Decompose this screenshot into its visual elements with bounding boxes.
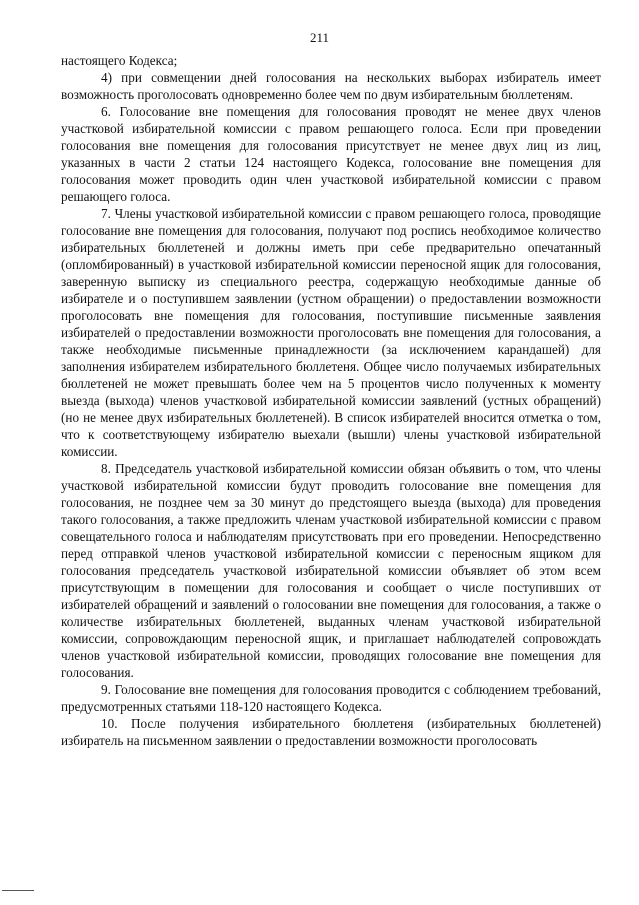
paragraph-7: 7. Члены участковой избирательной комиссии с правом решающего голоса, проводящие голосование вне помещения для голосования, получают под роспись необходимое количество избирательных бюллетеней и должны иметь при себе предварительно опечатанный (опломбированный) в участковой избирательной комиссии переносной ящик для голосования, заверенную выписку из специального реестра, содержащую необходимые данные об избирателе и о поступившем заявлении (устном обращении) о предоставлении возможности проголосовать вне помещения для голосования, поступившие письменные заявления избирателей о предоставлении возможности проголосовать вне помещения для голосования, а также необходимые письменные принадлежности (за исключением карандашей) для заполнения избирателем избирательного бюллетеня. Общее число получаемых избирательных бюллетеней не может превышать более чем на 5 процентов число полученных к моменту выезда (выхода) членов участковой избирательной комиссии заявлений (устных обращений) (но не менее двух избирательных бюллетеней). В список избирателей вносится отметка о том, что к соответствующему избирателю выехали (вышли) члены участковой избирательной комиссии. (61, 206, 601, 459)
footnote-divider (2, 890, 34, 891)
paragraph-9: 9. Голосование вне помещения для голосования проводится с соблюдением требований, предусмотренных статьями 118-120 настоящего Кодекса. (61, 682, 601, 714)
paragraph-8: 8. Председатель участковой избирательной комиссии обязан объявить о том, что члены участковой избирательной комиссии будут проводить голосование вне помещения для голосования, не позднее чем за 30 минут до предстоящего выезда (выхода) для проведения такого голосования, а также предложить членам участковой избирательной комиссии с правом совещательного голоса и наблюдателям присутствовать при его проведении. Непосредственно перед отправкой членов участковой избирательной комиссии с переносным ящиком для голосования председатель участковой избирательной комиссии объявляет об этом всем присутствующим в помещении для голосования и сообщает о числе поступивших от избирателей обращений и заявлений о голосовании вне помещения для голосования, а также о количестве избирательных бюллетеней, выданных членам участковой избирательной комиссии, сопровождающим переносной ящик, и приглашает наблюдателей сопровождать членов участковой избирательной комиссии, проводящих голосование вне помещения для голосования. (61, 461, 601, 680)
paragraph-6: 6. Голосование вне помещения для голосования проводят не менее двух членов участковой избирательной комиссии с правом решающего голоса. Если при проведении голосования вне помещения для голосования присутствует не менее двух лиц из лиц, указанных в части 2 статьи 124 настоящего Кодекса, голосование вне помещения для голосования может проводить один член участковой избирательной комиссии с правом решающего голоса. (61, 104, 601, 204)
paragraph-continuation: настоящего Кодекса; (61, 53, 178, 68)
document-body (61, 52, 601, 749)
paragraph-item-4: 4) при совмещении дней голосования на нескольких выборах избиратель имеет возможность проголосовать одновременно более чем по двум избирательным бюллетеням. (61, 70, 601, 102)
page-number: 211 (309, 30, 330, 45)
paragraph-10: 10. После получения избирательного бюллетеня (избирательных бюллетеней) избиратель на письменном заявлении о предоставлении возможности проголосовать (61, 716, 601, 748)
